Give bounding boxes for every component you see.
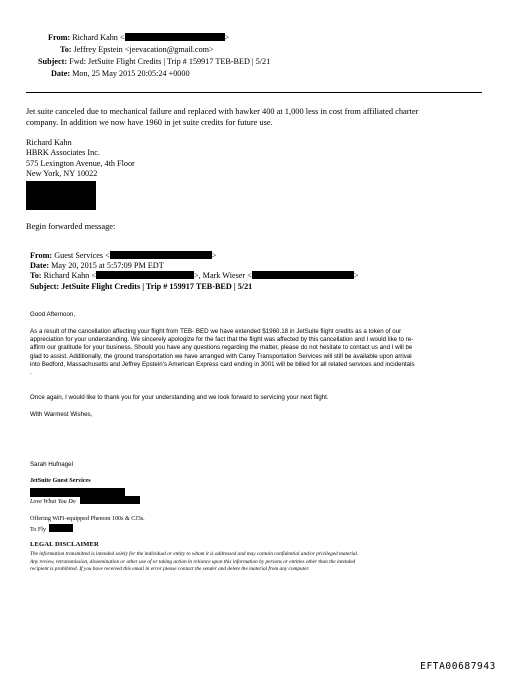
- para1-line: into Bedford, Massachusetts and Jeffrey Epstein's American Express card ending in 3001 will be billed for all related services and incidentals: [30, 360, 415, 368]
- legal-line: Any review, retransmission, dissemination or other use of or taking action in reliance upon this information by persons or entities other than the intended: [30, 558, 356, 565]
- fwd-date-label: Date:: [30, 261, 50, 271]
- fwd-from-label: From:: [30, 251, 53, 260]
- header-from-label: From:: [48, 33, 71, 42]
- redaction-box: [96, 271, 194, 279]
- forward-marker: Begin forwarded message:: [26, 222, 116, 231]
- header-date-label: Date:: [51, 69, 71, 78]
- message-sender: Sarah Hufnagel: [30, 461, 73, 468]
- redaction-box: [49, 524, 73, 532]
- kahn-signature: [26, 138, 135, 180]
- para1-line: appreciation for your understanding. We sincerely apologize for the fact that the flight was affected by this cancellation and I would like to re-: [30, 336, 414, 344]
- header-to-value: Jeffrey Epstein <jeevacation@gmail.com>: [73, 45, 214, 54]
- jetsuite-tagline-line: [30, 496, 140, 508]
- fwd-date-line: [30, 261, 358, 271]
- header-subject-label: Subject:: [38, 57, 68, 66]
- jetsuite-to-fly-line: [30, 524, 73, 536]
- fwd-to-label: To:: [30, 271, 42, 281]
- redaction-box: [80, 496, 140, 504]
- header-subject-line: [38, 56, 270, 68]
- intro-line-1: Jet suite canceled due to mechanical failure and replaced with hawker 400 at 1,000 less in cost from affiliated charter: [26, 107, 419, 116]
- para1-line: As a result of the cancellation affecting your flight from TEB- BED we have extended $1960.18 in JetSuite flight credits as a token of our: [30, 328, 402, 335]
- redaction-box: [26, 181, 96, 210]
- para1-line: .: [30, 369, 32, 377]
- header-date-value: Mon, 25 May 2015 20:05:24 +0000: [72, 69, 190, 78]
- message-paragraph-2: Once again, I would like to thank you for your understanding and we look forward to servicing your next flight.: [30, 394, 329, 401]
- fwd-to-after: >: [353, 271, 359, 281]
- redaction-box: [252, 271, 354, 279]
- header-subject-value: Fwd: JetSuite Flight Credits | Trip # 159917 TEB-BED | 5/21: [69, 57, 271, 66]
- redaction-box: [110, 251, 212, 259]
- header-date-line: [51, 68, 190, 80]
- fwd-to-mid: >, Mark Wieser <: [193, 271, 252, 281]
- legal-line: The information transmitted is intended solely for the individual or entity to whom it is addressed and may contain confidential and/or privileged material.: [30, 551, 359, 557]
- fwd-subject-label: Subject:: [30, 281, 60, 291]
- jetsuite-to-fly: To Fly: [30, 527, 46, 533]
- fwd-from-line: [30, 251, 358, 261]
- header-to-line: [60, 44, 214, 56]
- jetsuite-team: JetSuite Guest Services: [30, 478, 91, 484]
- fwd-date-value: May 20, 2015 at 5:57:09 PM EDT: [51, 261, 164, 271]
- signature-name: Richard Kahn: [26, 138, 72, 147]
- signature-address-1: 575 Lexington Avenue, 4th Floor: [26, 158, 135, 168]
- fwd-subject-line: [30, 282, 358, 292]
- fwd-to-line: [30, 271, 358, 281]
- jetsuite-offering: Offering WiFi-equipped Phenom 100s & CJ3s.: [30, 516, 145, 522]
- signature-company: HBRK Associates Inc.: [26, 148, 100, 158]
- legal-title: LEGAL DISCLAIMER: [30, 541, 99, 548]
- fwd-from-value: Guest Services <: [54, 251, 110, 260]
- legal-text: [30, 551, 358, 574]
- header-to-label: To:: [60, 45, 72, 54]
- para1-line: affirm our gratitude for your business. Should you have any questions regarding the matter, please do not hesitate to contact us and I will be: [30, 344, 413, 352]
- header-from-after: >: [224, 33, 230, 42]
- intro-line-2: company. In addition we now have 1960 in jet suite credits for future use.: [26, 117, 273, 127]
- message-greeting: Good Afternoon,: [30, 311, 76, 318]
- intro-paragraph: [26, 107, 418, 128]
- message-paragraph-1: [30, 328, 415, 377]
- redaction-box: [125, 33, 225, 41]
- fwd-subject-value: JetSuite Flight Credits | Trip # 159917 TEB-BED | 5/21: [61, 281, 253, 291]
- header-from-line: [48, 32, 229, 44]
- bates-number: EFTA00687943: [420, 661, 496, 672]
- legal-line: recipient is prohibited. If you have received this email in error please contact the sender and delete the material from any computer.: [30, 566, 310, 573]
- signature-address-2: New York, NY 10022: [26, 169, 98, 179]
- message-closing: With Warmest Wishes,: [30, 411, 93, 418]
- header-from-value: Richard Kahn <: [72, 33, 125, 42]
- header-divider: [26, 92, 482, 93]
- jetsuite-tagline: Love What You Do: [30, 499, 76, 505]
- fwd-to-value: Richard Kahn <: [43, 271, 96, 281]
- para1-line: glad to assist. Additionally, the ground transportation we have arranged with Carey Transportation Services will still be available upon arrival: [30, 352, 412, 360]
- fwd-from-after: >: [211, 251, 217, 260]
- forwarded-header: [30, 251, 358, 292]
